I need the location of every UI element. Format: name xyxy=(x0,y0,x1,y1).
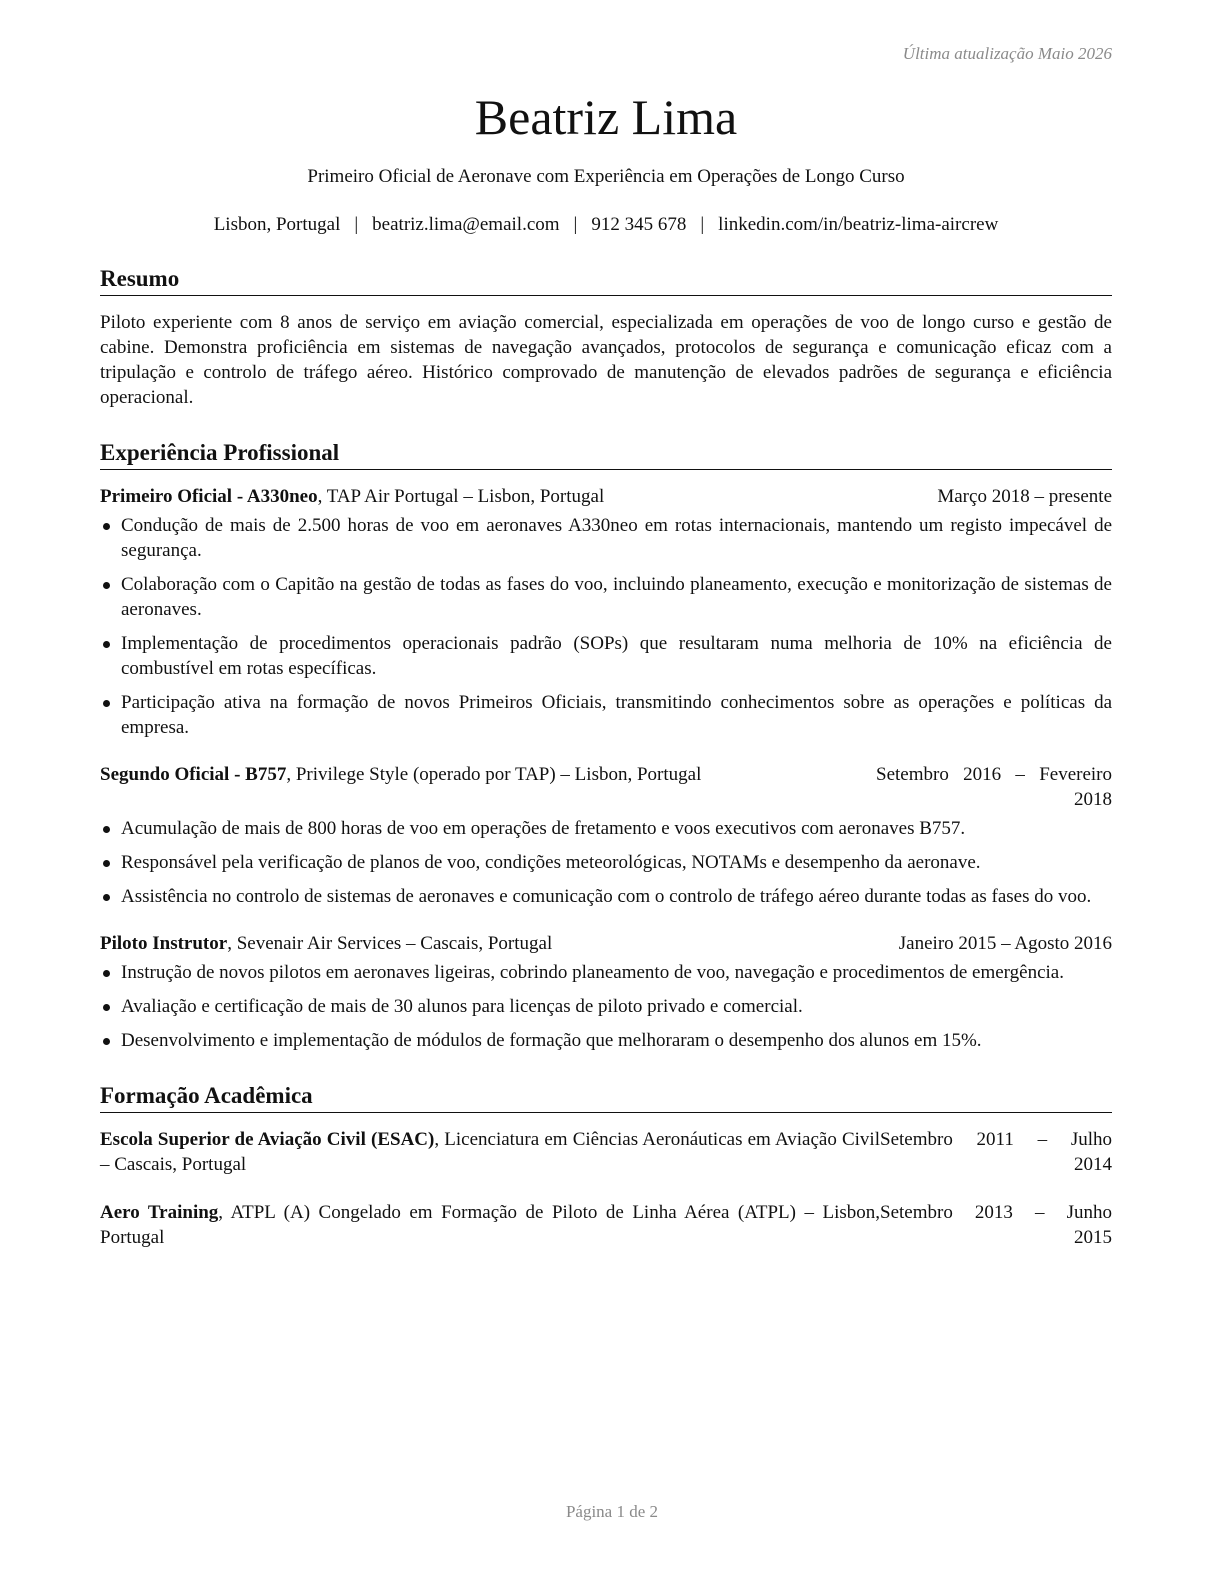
summary-heading: Resumo xyxy=(100,264,1112,296)
education-entry xyxy=(100,1200,1112,1250)
job-entry xyxy=(100,762,1112,909)
job-organization: , Sevenair Air Services – Cascais, Portugal xyxy=(227,933,553,954)
job-header xyxy=(100,931,1112,956)
job-bullet: Participação ativa na formação de novos Primeiros Oficiais, transmitindo conhecimentos sobre as operações e políticas da empresa. xyxy=(100,690,1112,740)
contact-location: Lisbon, Portugal xyxy=(213,214,341,235)
education-text xyxy=(100,1127,880,1177)
contact-separator: | xyxy=(700,214,705,235)
resume-content xyxy=(100,86,1112,1250)
education-list xyxy=(100,1127,1112,1250)
education-school: Escola Superior de Aviação Civil (ESAC) xyxy=(100,1129,435,1150)
candidate-name: Beatriz Lima xyxy=(474,89,738,145)
job-bullets xyxy=(100,960,1112,1053)
job-bullet: Acumulação de mais de 800 horas de voo em operações de fretamento e voos executivos com aeronaves B757. xyxy=(100,816,1112,841)
contact-phone: 912 345 678 xyxy=(591,214,687,235)
job-bullet: Colaboração com o Capitão na gestão de todas as fases do voo, incluindo planeamento, execução e monitorização de sistemas de aeronaves. xyxy=(100,572,1112,622)
job-header xyxy=(100,484,1112,509)
experience-heading: Experiência Profissional xyxy=(100,438,1112,470)
education-entry xyxy=(100,1127,1112,1177)
contact-line xyxy=(100,214,1112,236)
job-title xyxy=(100,484,937,509)
job-dates: Março 2018 – presente xyxy=(937,486,1112,507)
job-bullet: Desenvolvimento e implementação de módulos de formação que melhoraram o desempenho dos alunos em 15%. xyxy=(100,1028,1112,1053)
job-bullet: Responsável pela verificação de planos de voo, condições meteorológicas, NOTAMs e desempenho da aeronave. xyxy=(100,850,1112,875)
education-date-year: 2015 xyxy=(1074,1227,1112,1248)
education-dates xyxy=(880,1127,1112,1177)
job-dates: Janeiro 2015 – Agosto 2016 xyxy=(898,933,1112,954)
job-title xyxy=(100,762,876,812)
job-bullets xyxy=(100,513,1112,740)
job-title xyxy=(100,931,876,956)
education-date-range: Setembro 2013 – Junho xyxy=(880,1202,1112,1223)
contact-separator: | xyxy=(573,214,578,235)
job-role: Primeiro Oficial - A330neo xyxy=(100,486,318,507)
job-entry xyxy=(100,931,1112,1053)
education-school: Aero Training xyxy=(100,1202,219,1223)
job-role: Segundo Oficial - B757 xyxy=(100,764,287,785)
education-detail: , Licenciatura em Ciências Aeronáuticas em Aviação Civil – Cascais, Portugal xyxy=(100,1129,880,1175)
contact-linkedin[interactable]: linkedin.com/in/beatriz-lima-aircrew xyxy=(718,214,999,235)
contact-email[interactable]: beatriz.lima@email.com xyxy=(372,214,560,235)
job-bullet: Assistência no controlo de sistemas de aeronaves e comunicação com o controlo de tráfego aéreo durante todas as fases do voo. xyxy=(100,884,1112,909)
education-date-year: 2014 xyxy=(1074,1154,1112,1175)
job-entry xyxy=(100,484,1112,740)
job-organization: , Privilege Style (operado por TAP) – Lisbon, Portugal xyxy=(286,764,702,785)
last-updated: Última atualização Maio 2026 xyxy=(902,44,1112,63)
headline: Primeiro Oficial de Aeronave com Experiência em Operações de Longo Curso xyxy=(307,166,905,187)
education-text xyxy=(100,1200,880,1250)
education-detail: , ATPL (A) Congelado em Formação de Piloto de Linha Aérea (ATPL) – Lisbon, Portugal xyxy=(100,1202,880,1248)
contact-separator: | xyxy=(354,214,359,235)
education-dates xyxy=(880,1200,1112,1250)
job-header xyxy=(100,762,1112,812)
job-bullet: Instrução de novos pilotos em aeronaves ligeiras, cobrindo planeamento de voo, navegação e procedimentos de emergência. xyxy=(100,960,1112,985)
job-bullet: Condução de mais de 2.500 horas de voo em aeronaves A330neo em rotas internacionais, mantendo um registo impecável de segurança. xyxy=(100,513,1112,563)
job-role: Piloto Instrutor xyxy=(100,933,228,954)
page-number: Página 1 de 2 xyxy=(565,1502,659,1521)
job-bullet: Avaliação e certificação de mais de 30 alunos para licenças de piloto privado e comercial. xyxy=(100,994,1112,1019)
job-dates: Setembro 2016 – Fevereiro 2018 xyxy=(876,764,1112,810)
job-organization: , TAP Air Portugal – Lisbon, Portugal xyxy=(317,486,605,507)
education-heading: Formação Acadêmica xyxy=(100,1081,1112,1113)
education-date-range: Setembro 2011 – Julho xyxy=(880,1129,1112,1150)
summary-text: Piloto experiente com 8 anos de serviço em aviação comercial, especializada em operações de voo de longo curso e gestão de cabine. Demonstra proficiência em sistemas de navegação avançados, protocolos de segurança e comunicação eficaz com a tripulação e controlo de tráfego aéreo. Histórico comprovado de manutenção de elevados padrões de segurança e eficiência operacional. xyxy=(100,312,1112,408)
job-bullet: Implementação de procedimentos operacionais padrão (SOPs) que resultaram numa melhoria de 10% na eficiência de combustível em rotas específicas. xyxy=(100,631,1112,681)
experience-list xyxy=(100,484,1112,1053)
job-bullets xyxy=(100,816,1112,909)
